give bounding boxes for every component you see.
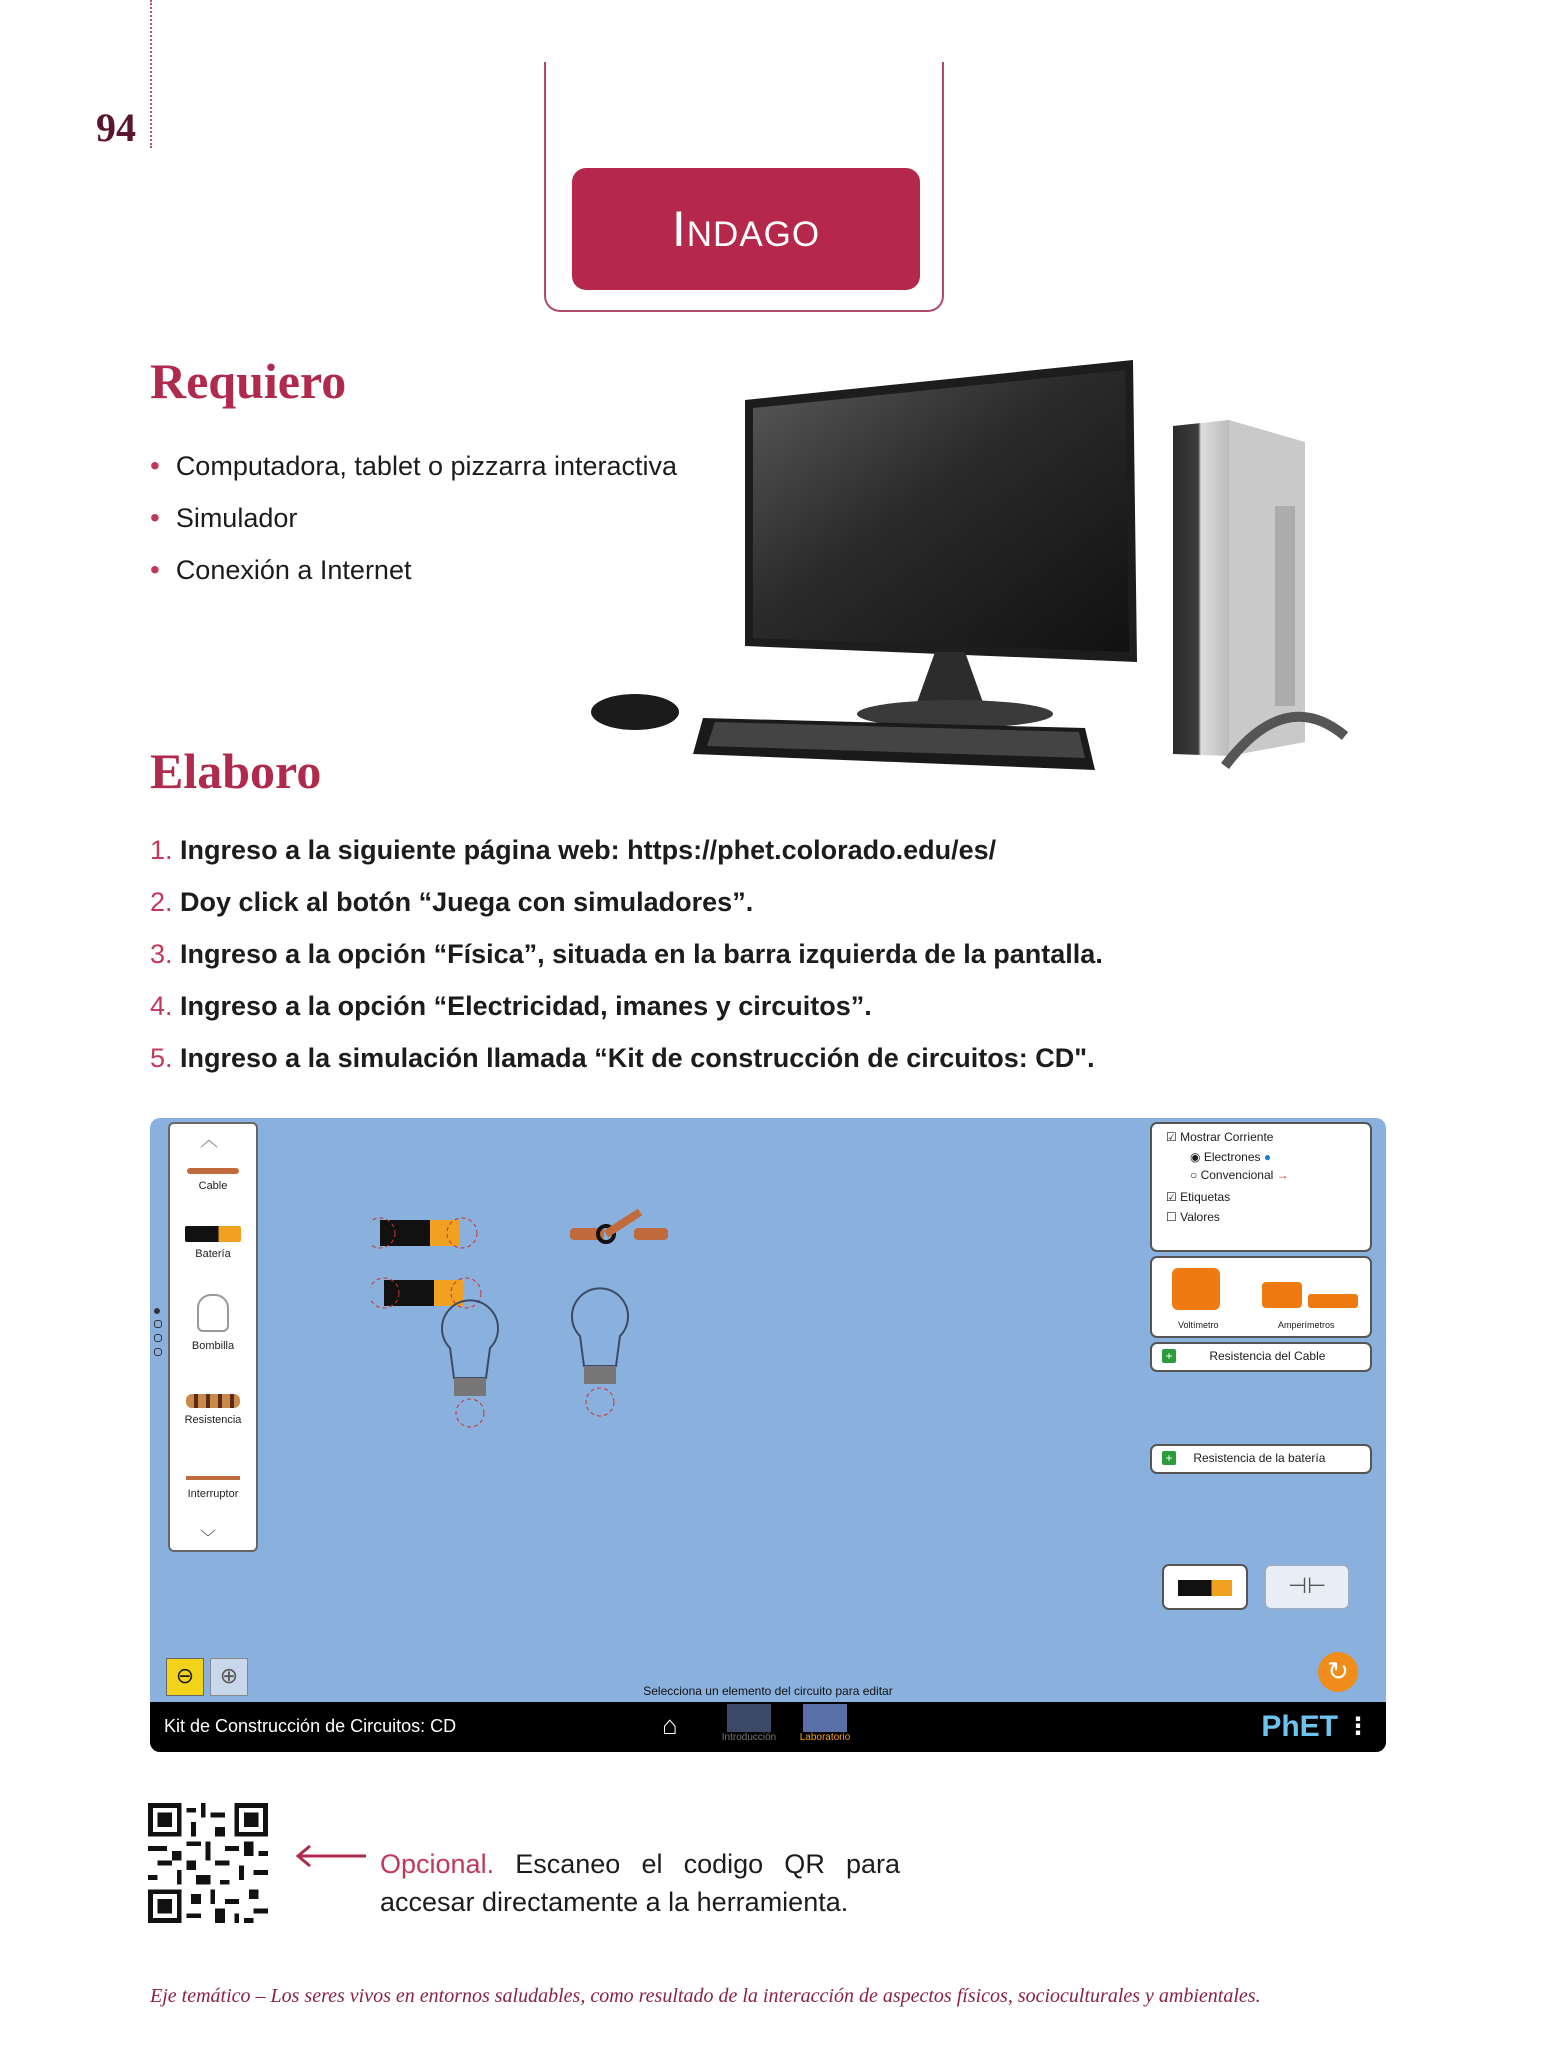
bulb-element — [442, 1300, 498, 1427]
plus-icon[interactable]: + — [1162, 1451, 1176, 1465]
zoom-in-icon[interactable]: ⊕ — [210, 1658, 248, 1696]
chevron-up-icon[interactable]: ︿ — [200, 1130, 218, 1150]
display-options-panel — [1150, 1122, 1372, 1252]
palette-item-battery[interactable]: Batería — [170, 1226, 256, 1260]
list-item: • Conexión a Internet — [150, 544, 677, 596]
list-item: 3. Ingreso a la opción “Física”, situada en la barra izquierda de la pantalla. — [150, 939, 1103, 969]
sim-navigation-bar — [150, 1702, 1386, 1752]
home-icon[interactable]: ⌂ — [662, 1710, 678, 1740]
list-item: 2. Doy click al botón “Juega con simuladores”. — [150, 887, 754, 917]
battery-element — [370, 1278, 481, 1308]
circuit-workspace[interactable] — [370, 1208, 810, 1448]
footer-theme-note: Eje temático – Los seres vivos en entornos saludables, como resultado de la interacción de aspectos físicos, socioculturales y ambientales. — [150, 1985, 1261, 2007]
realistic-view-button[interactable] — [1162, 1564, 1248, 1610]
list-item: 5. Ingreso a la simulación llamada “Kit de construcción de circuitos: CD". — [150, 1043, 1095, 1073]
values-checkbox[interactable]: ☐ Valores — [1166, 1210, 1220, 1224]
sim-title: Kit de Construcción de Circuitos: CD — [164, 1716, 457, 1736]
plus-icon[interactable]: + — [1162, 1349, 1176, 1363]
labels-checkbox[interactable]: ☑ Etiquetas — [1166, 1190, 1231, 1204]
component-palette — [168, 1122, 258, 1552]
palette-item-switch[interactable]: Interruptor — [170, 1464, 256, 1500]
page-number: 94 — [96, 105, 136, 150]
meters-panel — [1150, 1256, 1372, 1338]
ammeter-icon[interactable] — [1262, 1282, 1302, 1308]
battery-element — [370, 1218, 477, 1248]
voltmeter-icon[interactable] — [1172, 1268, 1220, 1310]
tab-laboratory[interactable]: Laboratorio — [792, 1704, 858, 1743]
section-header-badge — [572, 168, 920, 290]
palette-item-cable[interactable]: Cable — [170, 1168, 256, 1192]
battery-resistance-control[interactable]: + Resistencia de la batería — [1150, 1444, 1372, 1474]
wire-resistance-control[interactable]: + Resistencia del Cable — [1150, 1342, 1372, 1372]
ammeter-probe-icon[interactable] — [1308, 1294, 1358, 1308]
qr-instruction-text: Escaneo el codigo QR para accesar directamente a la herramienta. — [380, 1849, 900, 1917]
palette-page-dots — [154, 1308, 162, 1356]
switch-element — [570, 1212, 668, 1242]
list-item: 1. Ingreso a la siguiente página web: https://phet.colorado.edu/es/ — [150, 835, 997, 865]
section-header-label: Indago — [671, 201, 821, 257]
qr-instruction — [380, 1845, 900, 1921]
chevron-down-icon[interactable]: ﹀ — [200, 1530, 217, 1547]
optional-label: Opcional. — [380, 1849, 495, 1879]
list-item: • Simulador — [150, 492, 677, 544]
palette-item-bulb[interactable]: Bombilla — [170, 1294, 256, 1352]
show-current-checkbox[interactable]: ☑ Mostrar Corriente — [1166, 1130, 1274, 1144]
qr-code-image — [148, 1803, 268, 1923]
phet-simulator-screenshot — [150, 1118, 1386, 1752]
voltmeter-label: Voltímetro — [1178, 1320, 1219, 1330]
desktop-computer-illustration — [585, 356, 1385, 796]
arrow-left-icon — [292, 1844, 368, 1868]
reset-icon[interactable]: ↻ — [1318, 1652, 1358, 1692]
elaboro-heading: Elaboro — [150, 743, 322, 799]
bulb-element — [572, 1288, 628, 1416]
palette-item-resistor[interactable]: Resistencia — [170, 1394, 256, 1426]
list-item: 4. Ingreso a la opción “Electricidad, imanes y circuitos”. — [150, 991, 872, 1021]
menu-icon[interactable]: ⋮ — [1346, 1713, 1370, 1740]
ammeter-label: Amperímetros — [1278, 1320, 1335, 1330]
phet-logo: PhET — [1261, 1710, 1338, 1743]
list-item: • Computadora, tablet o pizzarra interactiva — [150, 440, 677, 492]
tab-introduction[interactable]: Introducción — [716, 1704, 782, 1743]
electrons-radio[interactable]: ◉ Electrones ● — [1190, 1150, 1272, 1164]
zoom-out-icon[interactable]: ⊖ — [166, 1658, 204, 1696]
steps-list — [150, 824, 1103, 1084]
schematic-view-button[interactable]: ⊣⊢ — [1264, 1564, 1350, 1610]
requiero-heading: Requiero — [150, 353, 347, 409]
conventional-radio[interactable]: ○ Convencional → — [1190, 1168, 1289, 1182]
margin-dotted-rule — [150, 0, 152, 148]
edit-hint: Selecciona un elemento del circuito para editar — [643, 1684, 893, 1698]
